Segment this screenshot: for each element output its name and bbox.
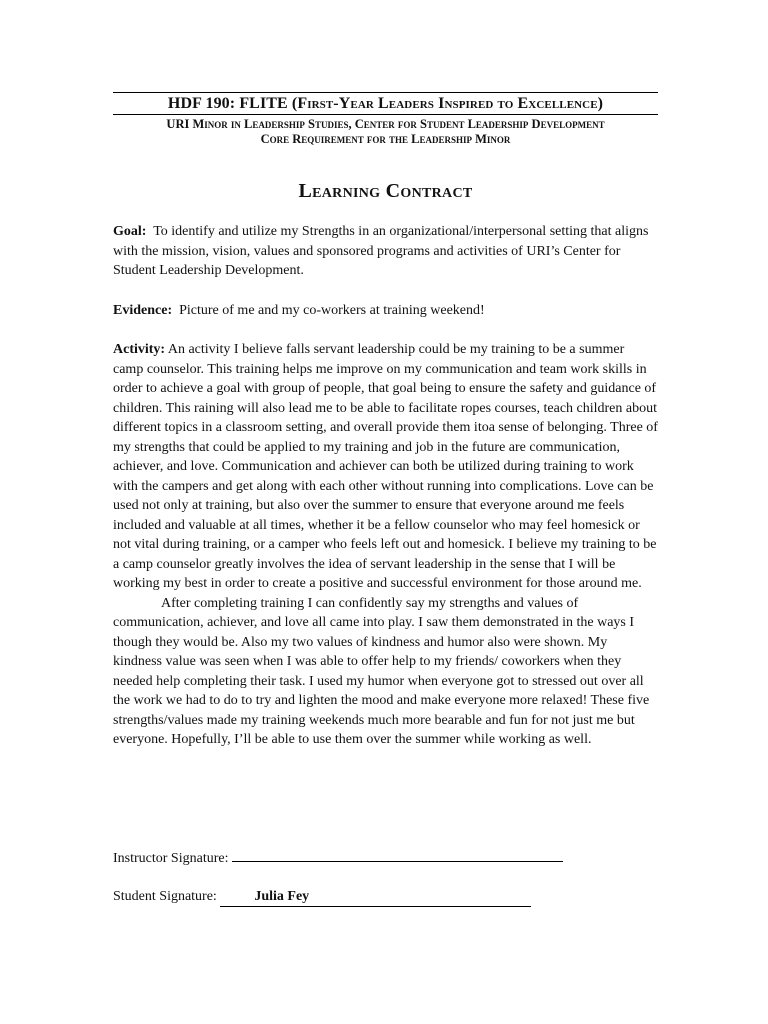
evidence-text: Picture of me and my co-workers at training weekend!	[179, 302, 485, 318]
contract-title: Learning Contract	[298, 180, 473, 202]
goal-section	[113, 222, 658, 281]
instructor-signature-line[interactable]	[232, 847, 563, 862]
student-signature-label: Student Signature:	[113, 889, 217, 904]
learning-contract-document	[113, 92, 658, 904]
student-signature-name[interactable]: Julia Fey	[220, 887, 531, 907]
activity-label: Activity:	[113, 342, 166, 357]
instructor-signature-label: Instructor Signature:	[113, 851, 229, 866]
course-title: HDF 190: FLITE (First-Year Leaders Inspired to Excellence)	[113, 92, 658, 115]
goal-text: To identify and utilize my Strengths in an organizational/interpersonal setting that aligns with the mission, vision, values and sponsored programs and activities of URI’s Center for Student Leadership Development.	[113, 224, 649, 278]
student-signature-row	[113, 887, 531, 907]
program-subtitle: URI Minor in Leadership Studies, Center for Student Leadership Development	[166, 117, 605, 131]
activity-paragraph-2: After completing training I can confidently say my strengths and values of communication, achiever, and love all came into play. I saw them demonstrated in the ways I though they would be. Also my two values of kindness and humor also were shown. My kindness value was seen when I was able to offer help to my friends/ coworkers when they needed help completing their task. I used my humor when everyone got to stressed out over all the work we had to do to try and lighten the mood and make everyone more relaxed! These five strengths/values made my training weekends much more bearable and fun for not just me but everyone. Hopefully, I’ll be able to use them over the summer while working as well.	[113, 595, 650, 747]
evidence-section	[113, 301, 658, 321]
requirement-subtitle: Core Requirement for the Leadership Minor	[260, 132, 511, 146]
activity-section	[113, 340, 658, 594]
evidence-label: Evidence:	[113, 302, 173, 318]
activity-paragraph-1: An activity I believe falls servant leadership could be my training to be a summer camp counselor. This training helps me improve on my communication and team work skills in order to achieve a goal with group of people, that goal being to ensure the safety and guidance of children. This raining will also lead me to be able to facilitate ropes courses, teach children about different topics in a classroom setting, and overall provide them itoa sense of belonging. Three of my strengths that could be applied to my training and job in the future are communication, achiever, and love. Communication and achiever can both be utilized during training to work with the campers and get along with each other without running into complications. Love can be used not only at training, but also over the summer to ensure that everyone around me feels included and valuable at all times, whether it be a fellow counselor who may feel homesick or not vital during training, or a camper who feels left out and homesick. I believe my training to be a camp counselor greatly involves the idea of servant leadership in the sense that I will be working my best in order to create a positive and successful environment for those around me.	[113, 342, 658, 591]
instructor-signature-row	[113, 847, 563, 868]
goal-label: Goal:	[113, 224, 147, 239]
